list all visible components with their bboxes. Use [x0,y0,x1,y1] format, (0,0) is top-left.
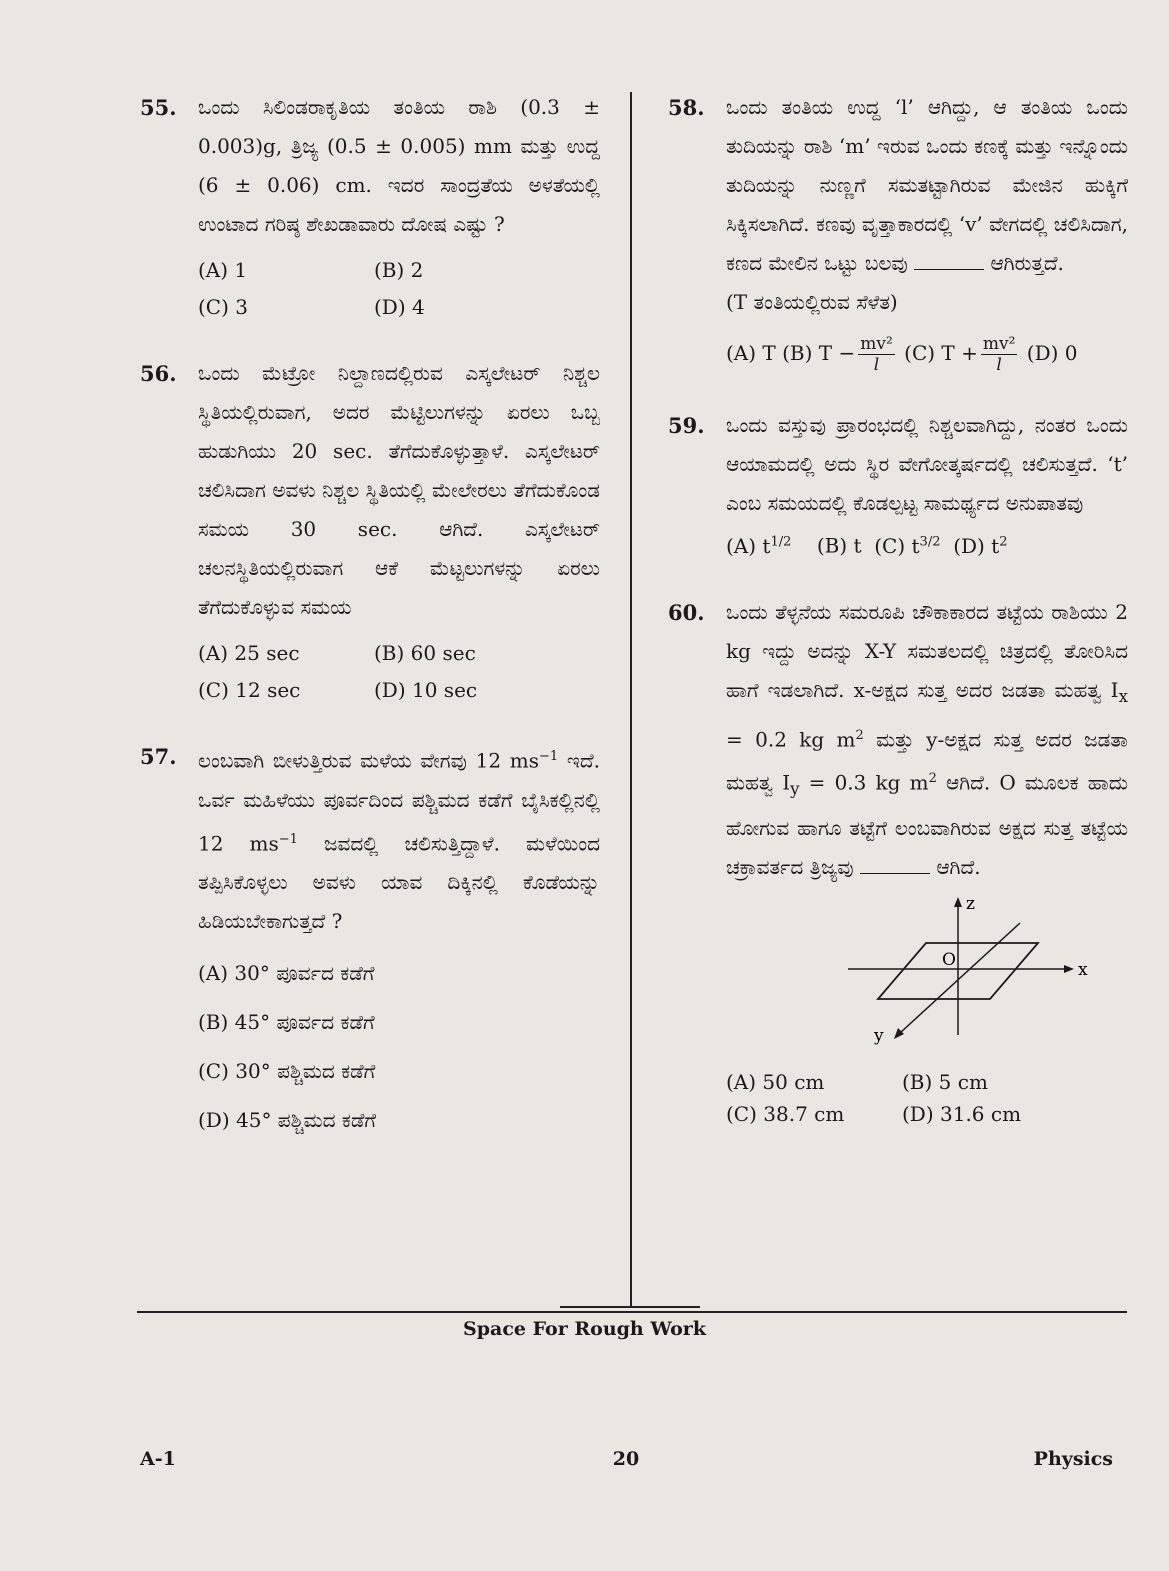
option-a: (A) 50 cm [726,1069,825,1094]
options [726,523,1128,565]
bottom-divider [137,1311,1127,1313]
y-axis [900,923,1020,1033]
option-c: (C) $t^{3/2}$ [874,533,941,558]
options [198,949,600,1145]
question-text: ಲಂಬವಾಗಿ ಬೀಳುತ್ತಿರುವ ಮಳೆಯ ವೇಗವು 12 $ms^{-1}$ ಇದೆ. ಒರ್ವ ಮಹಿಳೆಯು ಪೂರ್ವದಿಂದ ಪಶ್ಚಿಮದ ಕಡೆಗೆ ಬೈಸಿಕಲ್ಲಿನಲ್ಲಿ 12 $ms^{-1}$ ಜವದಲ್ಲಿ ಚಲಿಸುತ್ತಿದ್ದಾಳೆ. ಮಳೆಯಿಂದ ತಪ್ಪಿಸಿಕೊಳ್ಳಲು ಅವಳು ಯಾವ ದಿಕ್ಕಿನಲ್ಲಿ ಕೊಡೆಯನ್ನು ಹಿಡಿಯಬೇಕಾಗುತ್ತದೆ ? [198,748,600,934]
option-c: (C) 38.7 cm [726,1101,845,1126]
option-a: (A) 30° ಪೂರ್ವದ ಕಡೆಗೆ [198,961,375,986]
option-b: (B) 5 cm [902,1069,988,1094]
z-label: z [966,894,975,914]
question-number: 57. [140,744,177,769]
options [198,252,600,326]
booklet-code: A-1 [140,1448,176,1470]
origin-label: O [942,949,956,970]
y-label: y [874,1025,884,1045]
question-56 [140,354,600,709]
fraction: $\frac{\text{mv²}}{l}$ [982,334,1016,375]
question-text: ಒಂದು ಸಿಲಿಂಡರಾಕೃತಿಯ ತಂತಿಯ ರಾಶಿ (0.3 ± 0.003)g, ತ್ರಿಜ್ಯ (0.5 ± 0.005) mm ಮತ್ತು ಉದ್ದ (6 ± 0.06) cm. ಇದರ ಸಾಂದ್ರತೆಯ ಅಳತೆಯಲ್ಲಿ ಉಂಟಾದ ಗರಿಷ್ಠ ಶೇಖಡಾವಾರು ದೋಷ ಎಷ್ಟು ? [198,95,600,236]
question-text: ಒಂದು ವಸ್ತುವು ಪ್ರಾರಂಭದಲ್ಲಿ ನಿಶ್ಚಲವಾಗಿದ್ದು, ನಂತರ ಒಂದು ಆಯಾಮದಲ್ಲಿ ಅದು ಸ್ಥಿರ ವೇಗೋತ್ಕರ್ಷದಲ್ಲಿ ಚಲಿಸುತ್ತದೆ. ‘t’ ಎಂಬ ಸಮಯದಲ್ಲಿ ಕೊಡಲ್ಪಟ್ಟ ಸಾಮರ್ಥ್ಯದ ಅನುಪಾತವು [726,413,1128,515]
question-60 [668,593,1128,1130]
question-text: ಒಂದು ತಂತಿಯ ಉದ್ದ ‘l’ ಆಗಿದ್ದು, ಆ ತಂತಿಯ ಒಂದು ತುದಿಯನ್ನು ರಾಶಿ ‘m’ ಇರುವ ಒಂದು ಕಣಕ್ಕೆ ಮತ್ತು ಇನ್ನೊಂದು ತುದಿಯನ್ನು ನುಣ್ಣಗೆ ಸಮತಟ್ಟಾಗಿರುವ ಮೇಜಿನ ಹುಕ್ಕಿಗೆ ಸಿಕ್ಕಿಸಲಾಗಿದೆ. ಕಣವು ವೃತ್ತಾಕಾರದಲ್ಲಿ ‘v’ ವೇಗದಲ್ಲಿ ಚಲಿಸಿದಾಗ, ಕಣದ ಮೇಲಿನ ಒಟ್ಟು ಬಲವು ಆಗಿರುತ್ತದೆ. [726,95,1128,275]
left-column [140,88,600,1145]
question-57 [140,737,600,1145]
fraction: $\frac{\text{mv²}}{l}$ [860,334,893,375]
question-number: 55. [140,95,177,120]
option-d: (D) $t^2$ [953,533,1008,558]
z-arrow [954,897,962,907]
option-b: (B) 45° ಪೂರ್ವದ ಕಡೆಗೆ [198,1010,375,1035]
option-d: (D) 0 [1026,341,1078,365]
question-number: 60. [668,599,705,625]
question-58 [668,88,1128,378]
divider-short [560,1306,700,1308]
question-number: 59. [668,413,705,438]
option-b: (B) T − [782,341,856,365]
page-number: 20 [612,1448,640,1470]
option-b: (B) t [816,533,862,558]
option-d: (D) 4 [374,295,425,319]
question-59 [668,406,1128,565]
option-a: (A) 25 sec [198,641,300,665]
column-divider [630,92,632,1308]
question-note: (T ತಂತಿಯಲ್ಲಿರುವ ಸೆಳೆತ) [726,290,898,314]
option-c: (C) 30° ಪಶ್ಚಿಮದ ಕಡೆಗೆ [198,1059,376,1084]
x-arrow [1064,965,1074,973]
right-column [668,88,1128,1130]
options [726,1066,1128,1130]
option-d: (D) 10 sec [374,678,478,702]
option-c: (C) 3 [198,295,248,319]
option-c: (C) 12 sec [198,678,301,702]
question-text: ಒಂದು ತೆಳ್ಳನೆಯ ಸಮರೂಪಿ ಚೌಕಾಕಾರದ ತಟ್ಟೆಯ ರಾಶಿಯು 2 kg ಇದ್ದು ಅದನ್ನು X-Y ಸಮತಲದಲ್ಲಿ ಚಿತ್ರದಲ್ಲಿ ತೋರಿಸಿದ ಹಾಗೆ ಇಡಲಾಗಿದೆ. x-ಅಕ್ಷದ ಸುತ್ತ ಅದರ ಜಡತಾ ಮಹತ್ವ $I_x = 0.2$ kg $m^2$ ಮತ್ತು y-ಅಕ್ಷದ ಸುತ್ತ ಅದರ ಜಡತಾ ಮಹತ್ವ $I_y = 0.3$ kg $m^2$ ಆಗಿದೆ. O ಮೂಲಕ ಹಾದು ಹೋಗುವ ಹಾಗೂ ತಟ್ಟೆಗೆ ಲಂಬವಾಗಿರುವ ಅಕ್ಷದ ಸುತ್ತ ತಟ್ಟೆಯ ಚಕ್ರಾವರ್ತದ ತ್ರಿಜ್ಯವು ಆಗಿದೆ. [726,599,1128,879]
y-arrow [894,1028,904,1039]
question-number: 58. [668,95,705,120]
x-label: x [1078,959,1088,980]
answer-blank [914,269,984,270]
option-b: (B) 60 sec [374,641,476,665]
option-a: (A) 1 [198,258,248,282]
subject-label: Physics [1033,1448,1113,1470]
question-55 [140,88,600,326]
options [198,635,600,709]
answer-blank [860,873,930,874]
option-a: (A) T [726,341,776,365]
rough-work-label: Space For Rough Work [463,1318,706,1340]
options [726,328,1128,378]
question-text: ಒಂದು ಮೆಟ್ರೋ ನಿಲ್ದಾಣದಲ್ಲಿರುವ ಎಸ್ಕಲೇಟರ್ ನಿಶ್ಚಲ ಸ್ಥಿತಿಯಲ್ಲಿರುವಾಗ, ಅದರ ಮೆಟ್ಟಿಲುಗಳನ್ನು ಏರಲು ಒಬ್ಬ ಹುಡುಗಿಯು 20 sec. ತೆಗೆದುಕೊಳ್ಳುತ್ತಾಳೆ. ಎಸ್ಕಲೇಟರ್ ಚಲಿಸಿದಾಗ ಅವಳು ನಿಶ್ಚಲ ಸ್ಥಿತಿಯಲ್ಲಿ ಮೇಲೇರಲು ತೆಗೆದುಕೊಂಡ ಸಮಯ 30 sec. ಆಗಿದೆ. ಎಸ್ಕಲೇಟರ್ ಚಲನಸ್ಥಿತಿಯಲ್ಲಿರುವಾಗ ಆಕೆ ಮೆಟ್ಟಲುಗಳನ್ನು ಏರಲು ತೆಗೆದುಕೊಳ್ಳುವ ಸಮಯ [198,361,600,619]
question-number: 56. [140,361,177,386]
option-d: (D) 45° ಪಶ್ಚಿಮದ ಕಡೆಗೆ [198,1108,377,1133]
option-b: (B) 2 [374,258,424,282]
plate-diagram [838,895,1088,1045]
option-c: (C) T + [904,341,978,365]
option-a: (A) $t^{1/2}$ [726,533,792,558]
option-d: (D) 31.6 cm [902,1101,1022,1126]
